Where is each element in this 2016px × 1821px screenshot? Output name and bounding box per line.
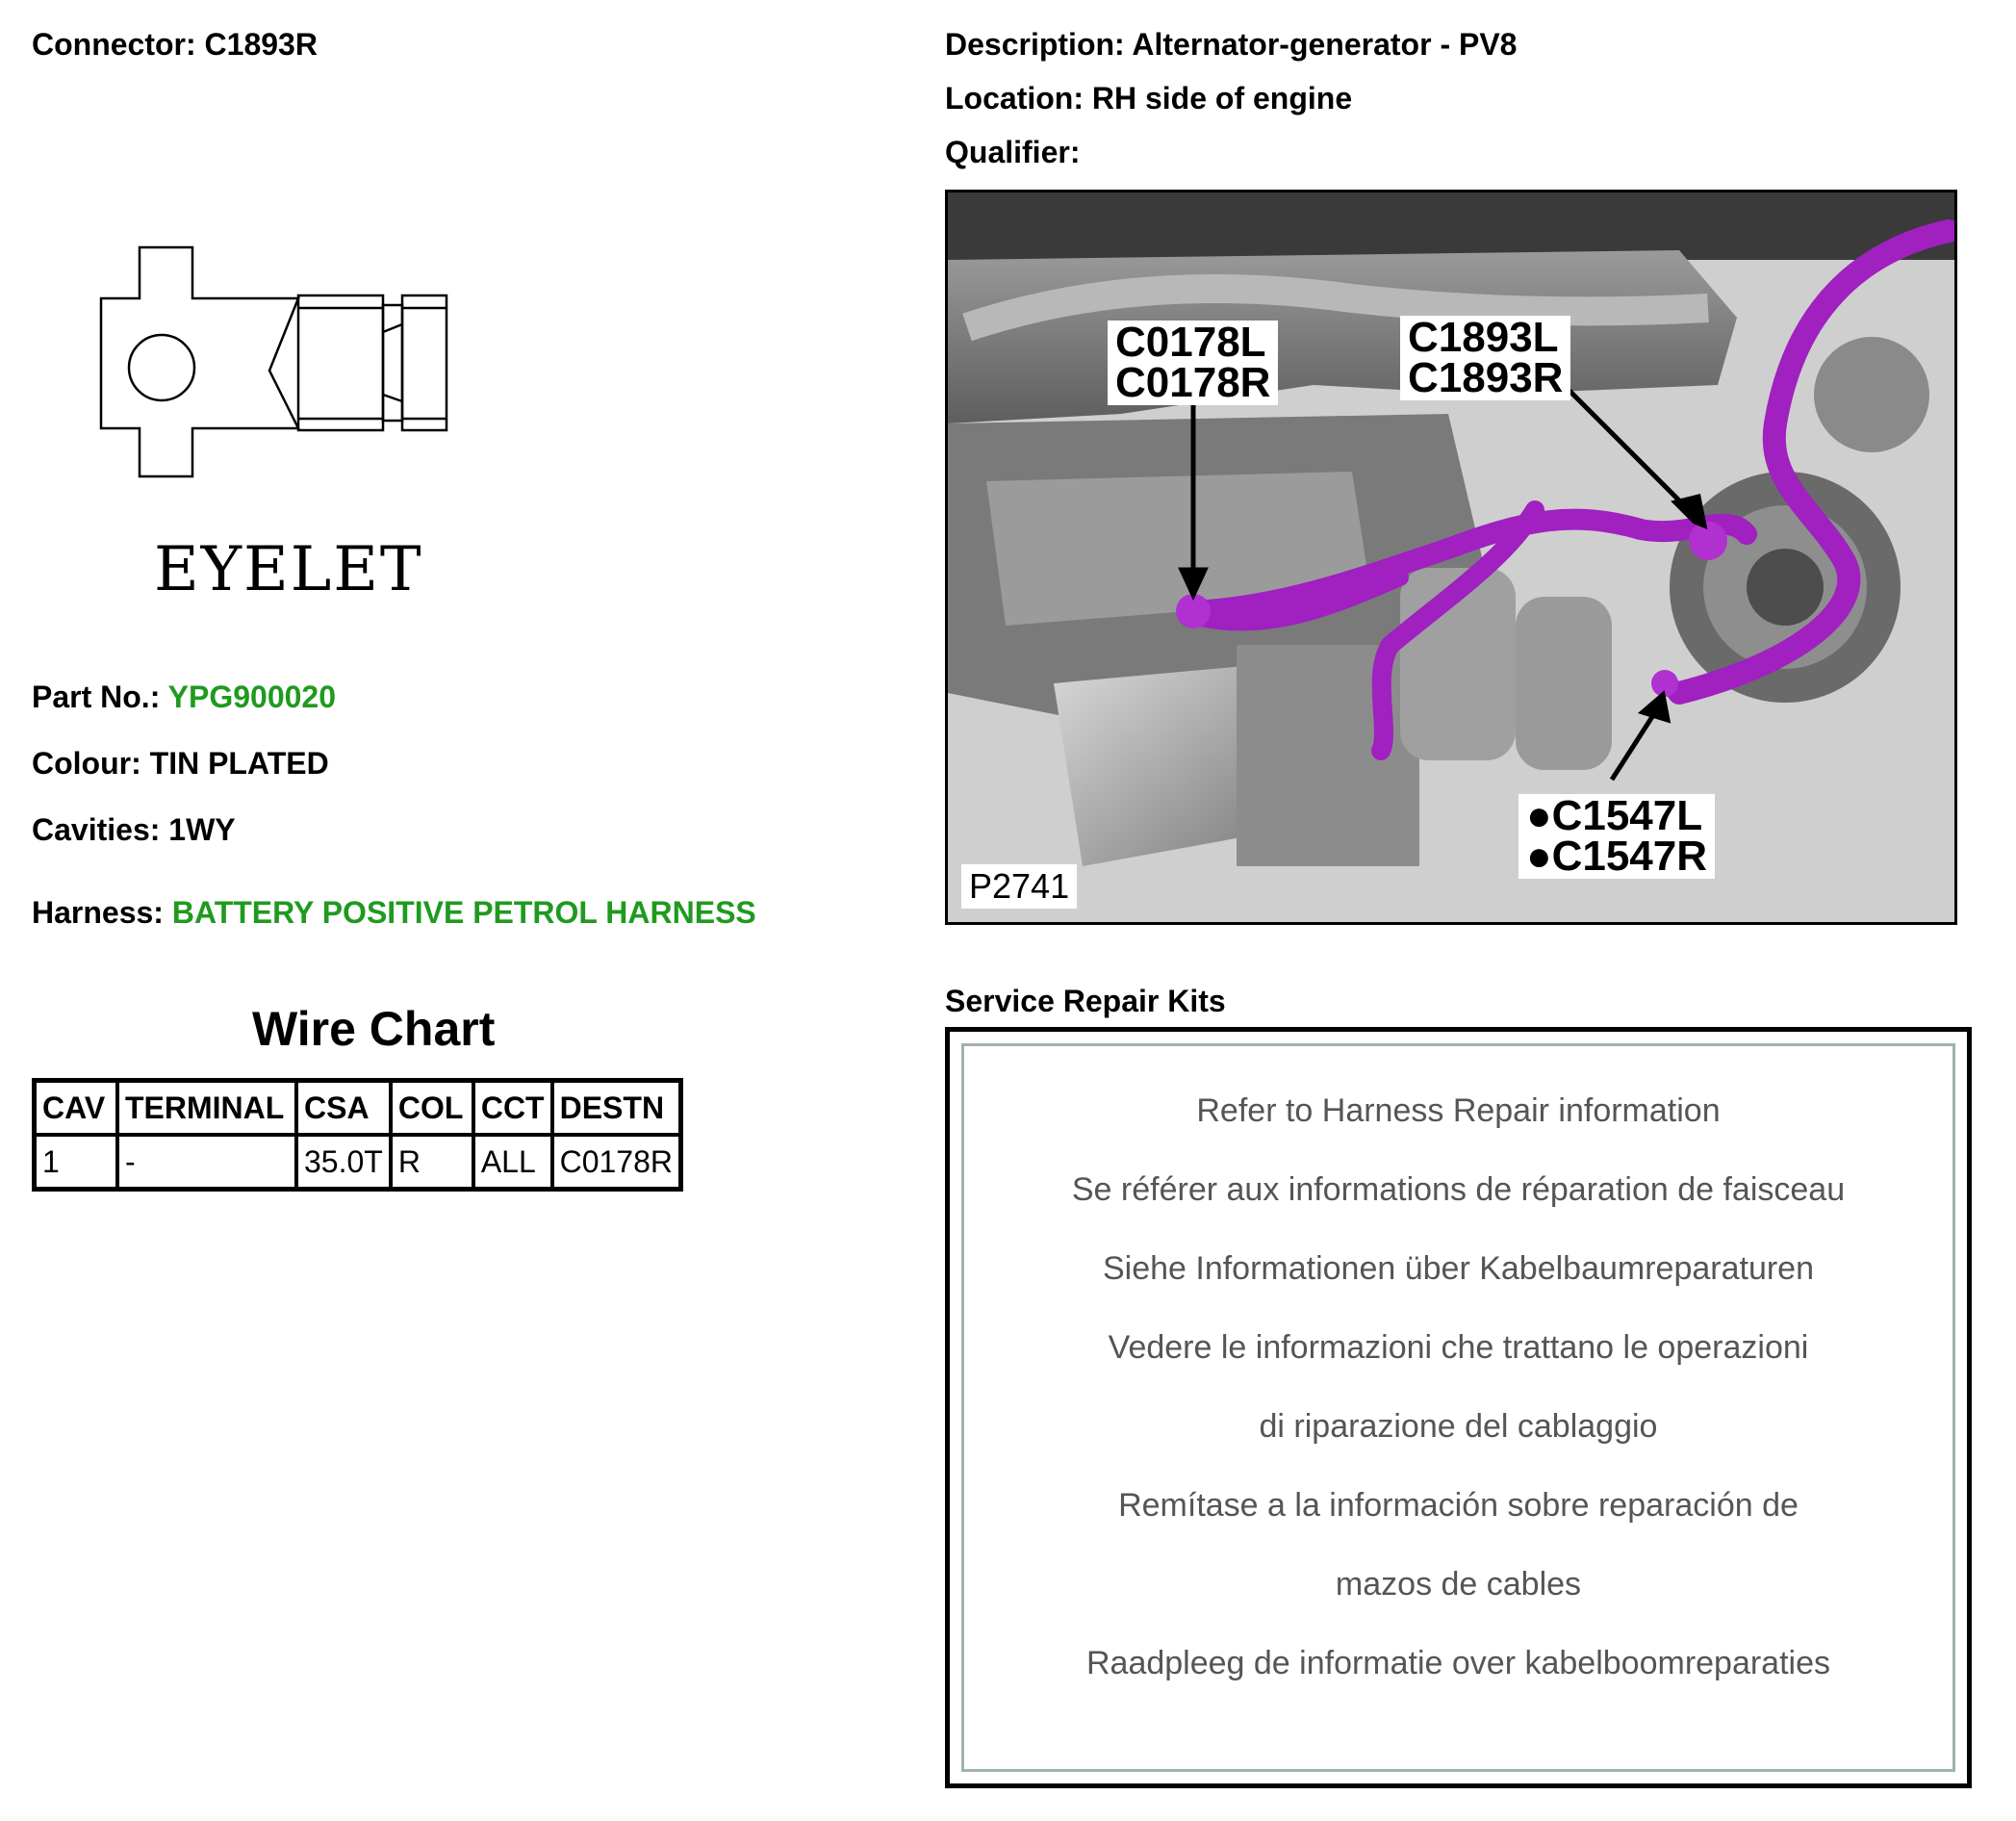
cavities-label: Cavities: bbox=[32, 812, 161, 847]
description-label: Description: bbox=[945, 27, 1125, 62]
header-terminal: TERMINAL bbox=[117, 1081, 296, 1136]
service-repair-kits-box bbox=[945, 1027, 1972, 1788]
header-col: COL bbox=[391, 1081, 473, 1136]
wire-chart-title: Wire Chart bbox=[252, 1002, 496, 1056]
repair-line-en: Refer to Harness Repair information bbox=[1196, 1092, 1721, 1129]
harness-label: Harness: bbox=[32, 895, 164, 930]
repair-line-fr: Se référer aux informations de réparation de faisceau bbox=[1071, 1171, 1846, 1208]
callout-c1893 bbox=[1400, 316, 1570, 400]
table-row bbox=[35, 1135, 681, 1190]
callout-c0178 bbox=[1108, 321, 1278, 405]
repair-line-es-2: mazos de cables bbox=[1335, 1566, 1582, 1603]
repair-line-it-2: di riparazione del cablaggio bbox=[1259, 1408, 1658, 1445]
location-value: RH side of engine bbox=[1091, 81, 1353, 115]
cell-destn: C0178R bbox=[552, 1135, 681, 1190]
cell-col: R bbox=[391, 1135, 473, 1190]
callout-c1893l: C1893L bbox=[1408, 314, 1559, 361]
engine-location-image bbox=[945, 190, 1957, 925]
cell-terminal: - bbox=[117, 1135, 296, 1190]
cavities-value: 1WY bbox=[168, 812, 236, 847]
repair-line-nl: Raadpleeg de informatie over kabelboomreparaties bbox=[1085, 1645, 1831, 1681]
description-value: Alternator-generator - PV8 bbox=[1132, 27, 1518, 62]
connector-field bbox=[32, 27, 318, 63]
service-repair-kits-title: Service Repair Kits bbox=[945, 984, 1226, 1018]
part-no-value: YPG900020 bbox=[167, 680, 337, 714]
callout-c0178l: C0178L bbox=[1115, 319, 1266, 366]
part-no-field bbox=[32, 680, 336, 715]
colour-label: Colour: bbox=[32, 746, 141, 781]
harness-field bbox=[32, 895, 756, 931]
callout-c1547 bbox=[1518, 794, 1715, 879]
harness-value: BATTERY POSITIVE PETROL HARNESS bbox=[171, 895, 756, 930]
wire-chart-table bbox=[32, 1078, 683, 1192]
repair-line-de: Siehe Informationen über Kabelbaumreparaturen bbox=[1102, 1250, 1815, 1287]
description-field bbox=[945, 27, 1517, 63]
engine-illustration bbox=[948, 192, 1954, 922]
header-cav: CAV bbox=[35, 1081, 118, 1136]
connector-label: Connector: bbox=[32, 27, 196, 62]
part-no-label: Part No.: bbox=[32, 680, 161, 714]
wire-chart-header-row bbox=[35, 1081, 681, 1136]
eyelet-terminal-drawing bbox=[91, 236, 476, 496]
header-destn: DESTN bbox=[552, 1081, 681, 1136]
callout-c1547l: ●C1547L bbox=[1526, 792, 1703, 839]
cell-cct: ALL bbox=[473, 1135, 552, 1190]
header-cct: CCT bbox=[473, 1081, 552, 1136]
connector-value: C1893R bbox=[204, 27, 318, 62]
repair-line-it-1: Vedere le informazioni che trattano le operazioni bbox=[1108, 1329, 1809, 1366]
callout-c0178r: C0178R bbox=[1115, 359, 1271, 406]
repair-line-es-1: Remítase a la información sobre reparación de bbox=[1118, 1487, 1799, 1524]
figure-id: P2741 bbox=[961, 864, 1077, 909]
header-csa: CSA bbox=[296, 1081, 391, 1136]
qualifier-label: Qualifier: bbox=[945, 135, 1081, 169]
terminal-type-caption: EYELET bbox=[154, 534, 423, 605]
colour-value: TIN PLATED bbox=[149, 746, 329, 781]
callout-c1547r: ●C1547R bbox=[1526, 833, 1708, 880]
callout-c1893r: C1893R bbox=[1408, 354, 1564, 401]
colour-field bbox=[32, 746, 329, 782]
location-field bbox=[945, 81, 1352, 116]
qualifier-field bbox=[945, 135, 1080, 170]
service-repair-kits-inner bbox=[961, 1043, 1955, 1772]
cell-cav: 1 bbox=[35, 1135, 118, 1190]
cavities-field bbox=[32, 812, 236, 848]
location-label: Location: bbox=[945, 81, 1084, 115]
cell-csa: 35.0T bbox=[296, 1135, 391, 1190]
